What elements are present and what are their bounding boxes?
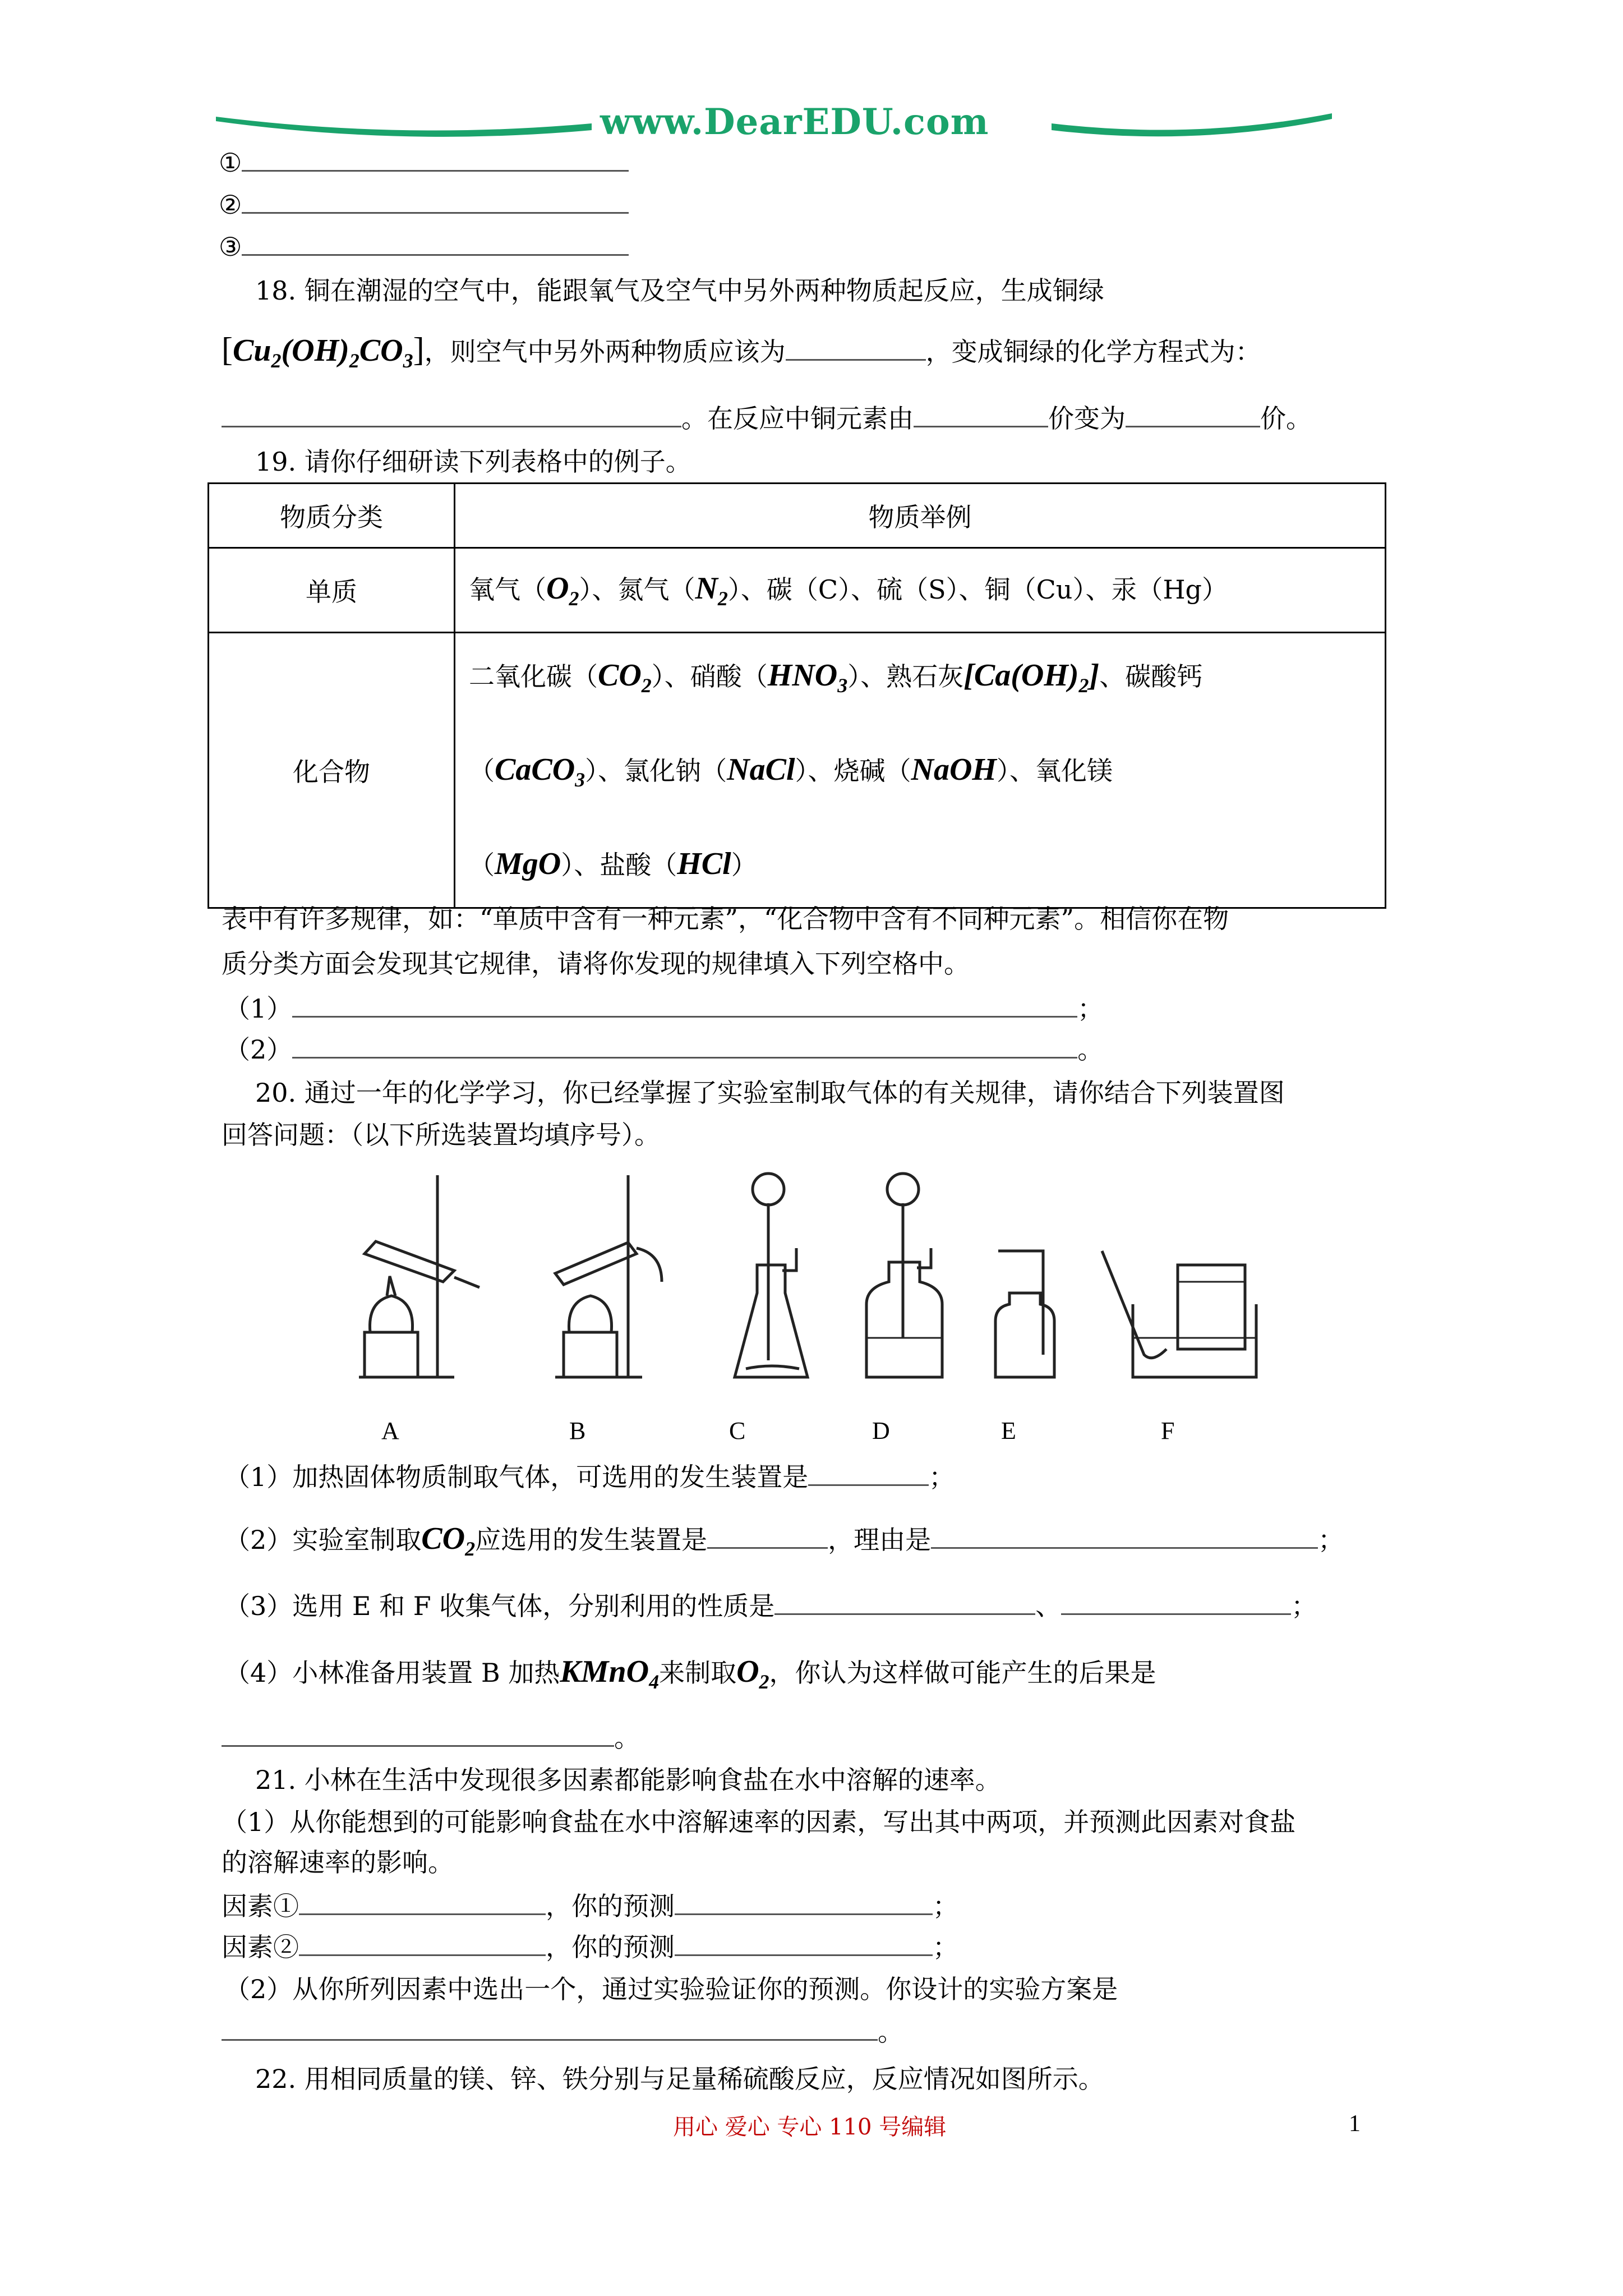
answer-blank[interactable] [931,1525,1318,1549]
logo-swoosh-right-icon [1049,107,1335,146]
cell-text: （ [469,756,495,786]
formula [963,658,1100,697]
apparatus-a-heating-tube [359,1175,479,1377]
page-number: 1 [1349,2111,1361,2137]
q21-factor-1 [222,1890,958,1922]
q-text: （3）选用 E 和 F 收集气体，分别利用的性质是 [224,1591,775,1621]
q20-part-3 [224,1590,1317,1622]
f-part: KMnO [560,1654,649,1689]
q18-line2 [222,331,1261,376]
q22-text: 22. 用相同质量的镁、锌、铁分别与足量稀硫酸反应，反应情况如图所示。 [255,2064,1104,2094]
answer-blank[interactable] [222,403,681,427]
q20-intro-1: 20. 通过一年的化学学习，你已经掌握了实验室制取气体的有关规律，请你结合下列装置图 [255,1078,1285,1108]
answer-blank[interactable] [242,190,629,214]
q21-part2: （2）从你所列因素中选出一个，通过实验验证你的预测。你设计的实验方案是 [224,1974,1118,2004]
answer-blank[interactable] [222,2017,878,2041]
answer-blank[interactable] [299,1932,546,1956]
cell-text: ）、熟石灰 [847,661,964,692]
f-part: [Ca(OH) [963,658,1079,693]
q18-line1: 18. 铜在潮湿的空气中，能跟氧气及空气中另外两种物质起反应，生成铜绿 [255,275,1104,306]
f-part: CaCO [495,752,575,788]
f-sub: 2 [271,349,282,372]
formula: NaCl [727,752,795,788]
answer-blank[interactable] [914,403,1048,427]
q-text: 。 [614,1723,640,1753]
cell-text: ） [731,850,757,881]
q18-text: ，则空气中另外两种物质应该为 [424,337,786,367]
q19-after-2: 质分类方面会发现其它规律，请将你发现的规律填入下列空格中。 [222,949,970,979]
q-text: （2）实验室制取 [224,1525,422,1555]
q-text: 、 [1035,1591,1062,1621]
table-row [209,633,1386,908]
formula-kmno4 [560,1654,660,1694]
cell-text: 、碳酸钙 [1099,661,1203,692]
header-logo [213,101,1335,151]
f-part: O [546,571,569,606]
apparatus-d-wide-bottle [866,1174,942,1377]
q-text: ，理由是 [828,1525,932,1555]
answer-blank[interactable] [707,1525,828,1549]
cell-text: ）、碳（C）、硫（S）、铜（Cu）、汞（Hg） [727,574,1228,605]
q-text: （1）加热固体物质制取气体，可选用的发生装置是 [224,1462,809,1492]
apparatus-label-b: B [569,1417,586,1444]
f-sub: 2 [465,1538,476,1561]
q18-text: 价变为 [1048,403,1126,434]
q20-part-1 [224,1461,955,1493]
logo-text: www.DearEDU.com [600,101,989,143]
q19-intro: 19. 请你仔细研读下列表格中的例子。 [255,447,691,477]
f-sub: 2 [641,674,652,697]
q-text: 应选用的发生装置是 [475,1525,708,1555]
q17-item-3-label: ③ [219,232,242,262]
apparatus-c-conical-flask [735,1174,808,1377]
q17-item-2 [219,189,629,220]
answer-blank[interactable] [222,1723,614,1747]
table-header-row [209,484,1386,548]
answer-blank[interactable] [1126,403,1260,427]
bracket: [ [222,331,233,368]
formula [598,658,652,697]
cell-line [469,822,1371,907]
q-text: 因素② [222,1932,299,1962]
f-sub: 4 [649,1671,660,1694]
q18-line3 [222,403,1312,434]
q-text: （4）小林准备用装置 B 加热 [224,1658,560,1688]
q20-intro-2: 回答问题：（以下所选装置均填序号）。 [222,1120,660,1150]
logo-swoosh-left-icon [213,107,594,146]
q18-text: 价。 [1260,403,1312,434]
f-part: CO [359,333,403,368]
f-sub: 3 [403,349,413,372]
q-text: ，你的预测 [546,1932,675,1962]
f-part: N [695,571,718,606]
answer-blank[interactable] [774,1591,1035,1615]
formula [695,571,728,610]
apparatus-label-d: D [872,1417,890,1444]
q-text: ，你的预测 [546,1891,675,1921]
q18-text: ，变成铜绿的化学方程式为： [925,337,1261,367]
row-examples-elements [455,548,1386,633]
f-part: (OH) [281,333,349,368]
row-label-elements: 单质 [209,548,455,633]
formula: MgO [495,846,561,882]
cell-line [469,728,1371,822]
formula-basic-copper-carbonate [232,333,413,372]
answer-blank[interactable] [675,1891,933,1915]
q20-part-4-answer [222,1722,640,1754]
blank-end: 。 [1077,1034,1104,1065]
substance-table [208,482,1386,909]
blank-label: （2） [224,1034,293,1065]
q-text: ； [933,1932,958,1962]
answer-blank[interactable] [292,1034,1077,1059]
f-part: ] [1089,658,1100,693]
q-text: 因素① [222,1891,299,1921]
f-sub: 2 [717,587,728,610]
cell-text: ）、氯化钠（ [585,756,727,786]
f-part: O [736,1654,759,1689]
formula [767,658,848,697]
q21-intro: 21. 小林在生活中发现很多因素都能影响食盐在水中溶解的速率。 [255,1765,1001,1795]
q-text: ； [1291,1591,1317,1621]
formula: HCl [677,846,731,882]
f-sub: 3 [575,769,585,792]
q18-text: 。在反应中铜元素由 [681,403,914,434]
apparatus-f-water-trough [1102,1251,1256,1377]
apparatus-label-e: E [1001,1417,1016,1444]
q21-factor-2 [222,1931,958,1963]
formula-o2 [736,1654,769,1694]
row-label-compounds: 化合物 [209,633,455,908]
answer-blank[interactable] [808,1462,929,1486]
f-part: CO [598,658,642,693]
q17-item-1-label: ① [219,148,242,178]
cell-text: ）、氧化镁 [996,756,1113,786]
f-sub: 3 [837,674,848,697]
f-sub: 2 [569,587,579,610]
cell-line [469,633,1371,728]
apparatus-label-a: A [381,1417,399,1444]
q20-part-4 [224,1656,1156,1697]
q21-part1-line1: （1）从你能想到的可能影响食盐在水中溶解速率的因素，写出其中两项，并预测此因素对食盐 [222,1807,1296,1837]
row-examples-compounds [455,633,1386,908]
blank-end: ； [1077,993,1104,1024]
q19-blank-1 [224,993,1103,1024]
table-header-cell: 物质分类 [209,484,455,548]
q20-part-2 [224,1523,1344,1565]
q17-item-2-label: ② [219,190,242,220]
answer-blank[interactable] [1061,1591,1291,1615]
footer-note: 用心 爱心 专心 110 号编辑 [673,2114,947,2140]
apparatus-e-collecting-bottle [995,1251,1054,1377]
cell-text: （ [469,850,495,881]
q19-after-1: 表中有许多规律，如：“单质中含有一种元素”，“化合物中含有不同种元素”。相信你在物 [222,904,1229,934]
answer-blank[interactable] [786,337,926,361]
answer-blank[interactable] [299,1891,546,1915]
f-sub: 2 [349,349,359,372]
q17-item-3 [219,231,629,263]
answer-blank[interactable] [675,1932,933,1956]
cell-text: ）、烧碱（ [795,756,911,786]
f-sub: 2 [759,1671,769,1694]
formula [495,752,585,792]
q-text: ； [933,1891,958,1921]
f-part: HNO [767,658,838,693]
cell-text: 氧气（ [469,574,546,605]
cell-text: 二氧化碳（ [469,661,598,692]
f-sub: 2 [1078,674,1089,697]
formula-co2 [421,1521,476,1561]
apparatus-b-heating-tube [555,1175,662,1377]
answer-blank[interactable] [292,993,1077,1018]
blank-label: （1） [224,993,293,1024]
apparatus-figure [348,1170,1290,1394]
table-row [209,548,1386,633]
apparatus-label-f: F [1161,1417,1175,1444]
answer-blank[interactable] [242,148,629,172]
q21-part1-line2: 的溶解速率的影响。 [222,1847,454,1878]
q-text: 。 [878,2017,903,2047]
q21-part2-answer [222,2016,903,2047]
q-text: ； [929,1462,955,1492]
q-text: ； [1318,1525,1344,1555]
q17-item-1 [219,147,629,178]
answer-blank[interactable] [242,232,629,256]
cell-text: ）、盐酸（ [561,850,677,881]
formula: NaOH [911,752,997,788]
f-part: CO [421,1521,465,1556]
formula [546,571,579,610]
apparatus-label-c: C [729,1417,746,1444]
cell-text: ）、氮气（ [579,574,695,605]
table-header-cell: 物质举例 [455,484,1386,548]
q-text: 来制取 [659,1658,737,1688]
q19-blank-2 [224,1034,1103,1065]
bracket: ] [413,331,425,368]
f-part: Cu [232,333,271,368]
cell-text: ）、硝酸（ [651,661,768,692]
q-text: ，你认为这样做可能产生的后果是 [769,1658,1156,1688]
